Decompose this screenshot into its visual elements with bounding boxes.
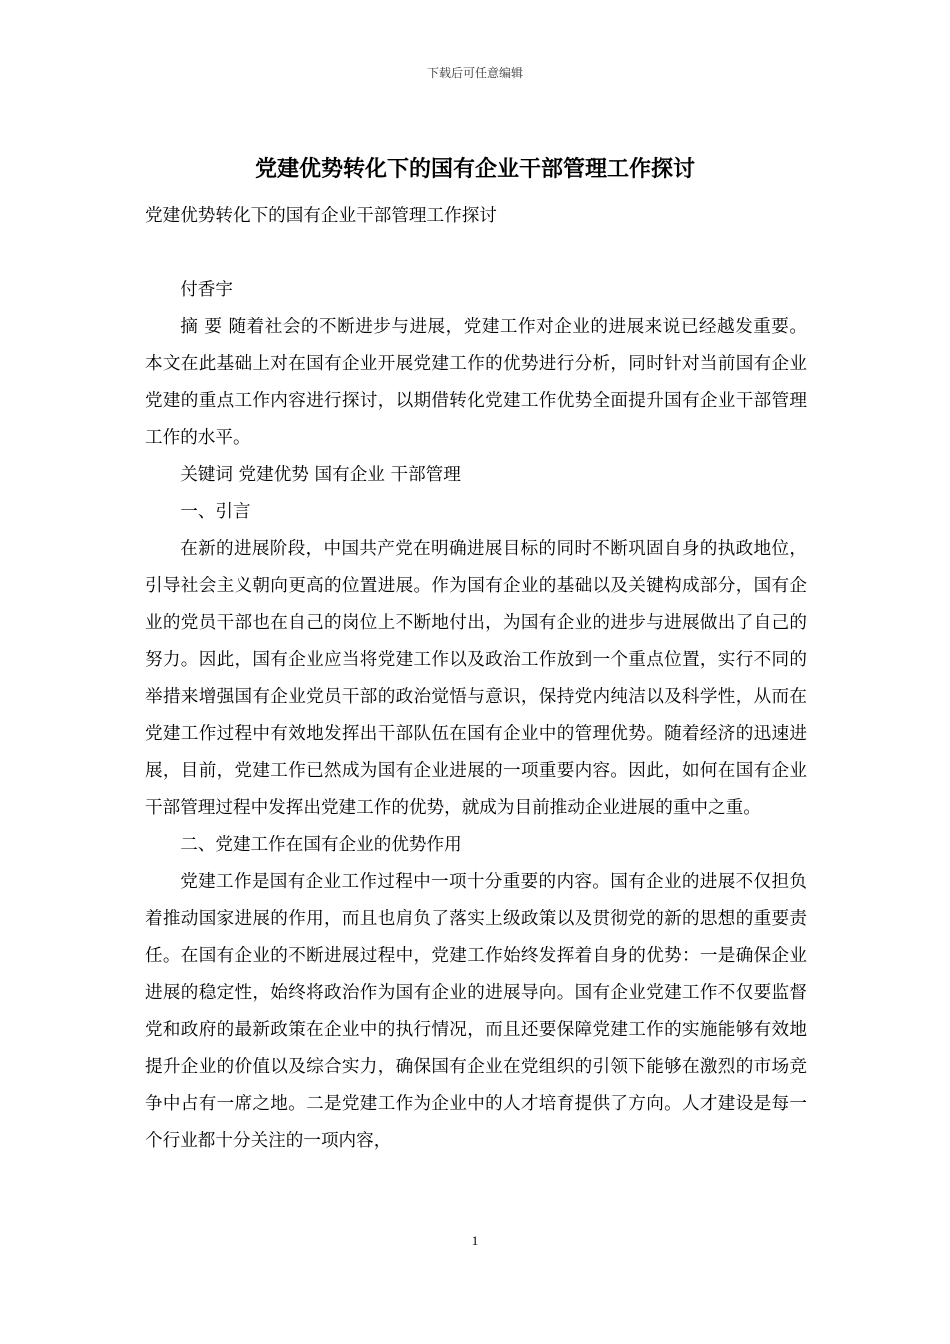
author-name: 付香宇 — [180, 280, 233, 300]
abstract-paragraph: 摘 要 随着社会的不断进步与进展，党建工作对企业的进展来说已经越发重要。本文在此基础上对在国有企业开展党建工作的优势进行分析，同时针对当前国有企业党建的重点工作内容进行探讨，以期借转化党建工作优势全面提升国有企业干部管理工作的水平。 — [145, 317, 807, 448]
introduction-paragraph: 在新的进展阶段，中国共产党在明确进展目标的同时不断巩固自身的执政地位，引导社会主义朝向更高的位置进展。作为国有企业的基础以及关键构成部分，国有企业的党员干部也在自己的岗位上不断地付出，为国有企业的进步与进展做出了自己的努力。因此，国有企业应当将党建工作以及政治工作放到一个重点位置，实行不同的举措来增强国有企业党员干部的政治觉悟与意识，保持党内纯洁以及科学性，从而在党建工作过程中有效地发挥出干部队伍在国有企业中的管理优势。随着经济的迅速进展，目前，党建工作已然成为国有企业进展的一项重要内容。因此，如何在国有企业干部管理过程中发挥出党建工作的优势，就成为目前推动企业进展的重中之重。 — [145, 539, 807, 818]
section-heading-introduction: 一、引言 — [180, 502, 251, 522]
advantages-paragraph: 党建工作是国有企业工作过程中一项十分重要的内容。国有企业的进展不仅担负着推动国家进展的作用，而且也肩负了落实上级政策以及贯彻党的新的思想的重要责任。在国有企业的不断进展过程中，党建工作始终发挥着自身的优势：一是确保企业进展的稳定性，始终将政治作为国有企业的进展导向。国有企业党建工作不仅要监督党和政府的最新政策在企业中的执行情况，而且还要保障党建工作的实施能够有效地提升企业的价值以及综合实力，确保国有企业在党组织的引领下能够在激烈的市场竞争中占有一席之地。二是党建工作为企业中的人才培育提供了方向。人才建设是每一个行业都十分关注的一项内容， — [145, 872, 807, 1151]
blank-line — [145, 235, 807, 272]
keywords-line: 关键词 党建优势 国有企业 干部管理 — [180, 465, 461, 485]
document-body — [145, 198, 807, 1160]
page-number: 1 — [471, 1233, 479, 1248]
header-note: 下载后可任意编辑 — [426, 66, 523, 80]
document-subtitle: 党建优势转化下的国有企业干部管理工作探讨 — [145, 206, 497, 226]
section-heading-advantages: 二、党建工作在国有企业的优势作用 — [180, 835, 462, 855]
document-title: 党建优势转化下的国有企业干部管理工作探讨 — [254, 156, 695, 182]
